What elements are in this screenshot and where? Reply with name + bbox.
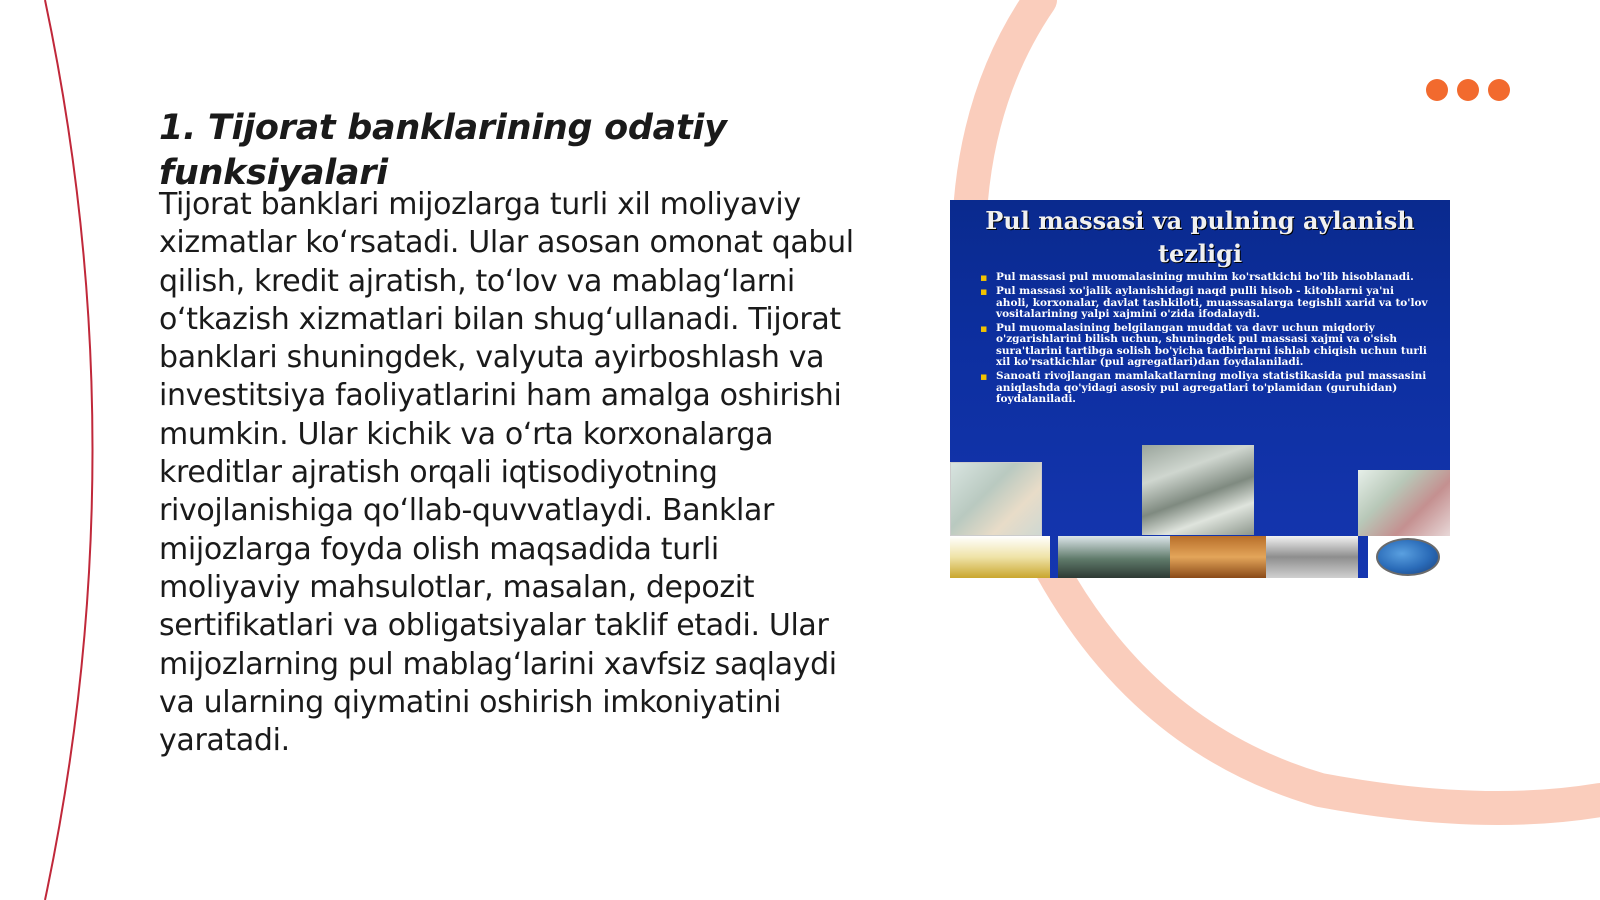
globe-photo [1368, 536, 1450, 578]
accent-dot [1426, 79, 1448, 101]
coin-stacks-photo [1058, 536, 1170, 578]
globe-icon [1376, 538, 1440, 576]
picture-bullet-list [980, 272, 1430, 408]
handshake-photo [1170, 536, 1266, 578]
picture-bullet: ▪ Pul massasi pul muomalasining muhim ko'rsatkichi bo'lib hisoblanadi. [980, 271, 1414, 284]
slide-title: 1. Tijorat banklarining odatiy funksiyalari [159, 108, 727, 193]
gold-coins-photo [950, 536, 1050, 578]
menu-dots [1426, 79, 1512, 101]
coins-pile-photo [1266, 536, 1358, 578]
picture-title: Pul massasi va pulning aylanish tezligi [985, 206, 1415, 268]
slide-body: Tijorat banklari mijozlarga turli xil moliyaviy xizmatlar koʻrsatadi. Ular asosan omonat qabul qilish, kredit ajratish, toʻlov va mablagʻlarni oʻtkazish xizmatlari bilan shugʻullanadi. Tijorat banklari shuningdek, valyuta ayirboshlash va investitsiya faoliyatlarini ham amalga oshirishi mumkin. Ular kichik va oʻrta korxonalarga kreditlar ajratish orqali iqtisodiyotning rivojlanishiga qoʻllab-quvvatlaydi. Banklar mijozlarga foyda olish maqsadida turli moliyaviy mahsulotlar, masalan, depozit sertifikatlari va obligatsiyalar taklif etadi. Ular mijozlarning pul mablagʻlarini xavfsiz saqlaydi va ularning qiymatini oshirish imkoniyatini yaratadi. [159, 187, 854, 759]
accent-dot [1457, 79, 1479, 101]
accent-dot [1488, 79, 1510, 101]
banknotes-photo [950, 462, 1042, 536]
slide-picture [950, 200, 1450, 578]
picture-bullet: ▪ Sanoati rivojlangan mamlakatlarning moliya statistikasida pul massasini aniqlashda qo'yidagi asosiy pul agregatlari to'plamidan (guruhidan) foydalaniladi. [980, 370, 1427, 405]
currency-coins-photo [1358, 470, 1450, 536]
picture-bullet: ▪ Pul muomalasining belgilangan muddat va davr uchun miqdoriy o'zgarishlarini bilish uchun, shuningdek pul massasi xajmi va o'sish sura'tlarini tartibga solish bo'yicha tadbirlarni ishlab chiqish uchun turli xil ko'rsatkichlar (pul agregatlari)dan foydalaniladi. [980, 322, 1427, 369]
dollar-bills-photo [1142, 445, 1254, 535]
picture-bullet: ▪ Pul massasi xo'jalik aylanishidagi naqd pulli hisob - kitoblarni ya'ni aholi, korxonalar, davlat tashkiloti, muassasalarga tegishli xarid va to'lov vositalarining yalpi xajmini o'zida ifodalaydi. [980, 285, 1428, 320]
